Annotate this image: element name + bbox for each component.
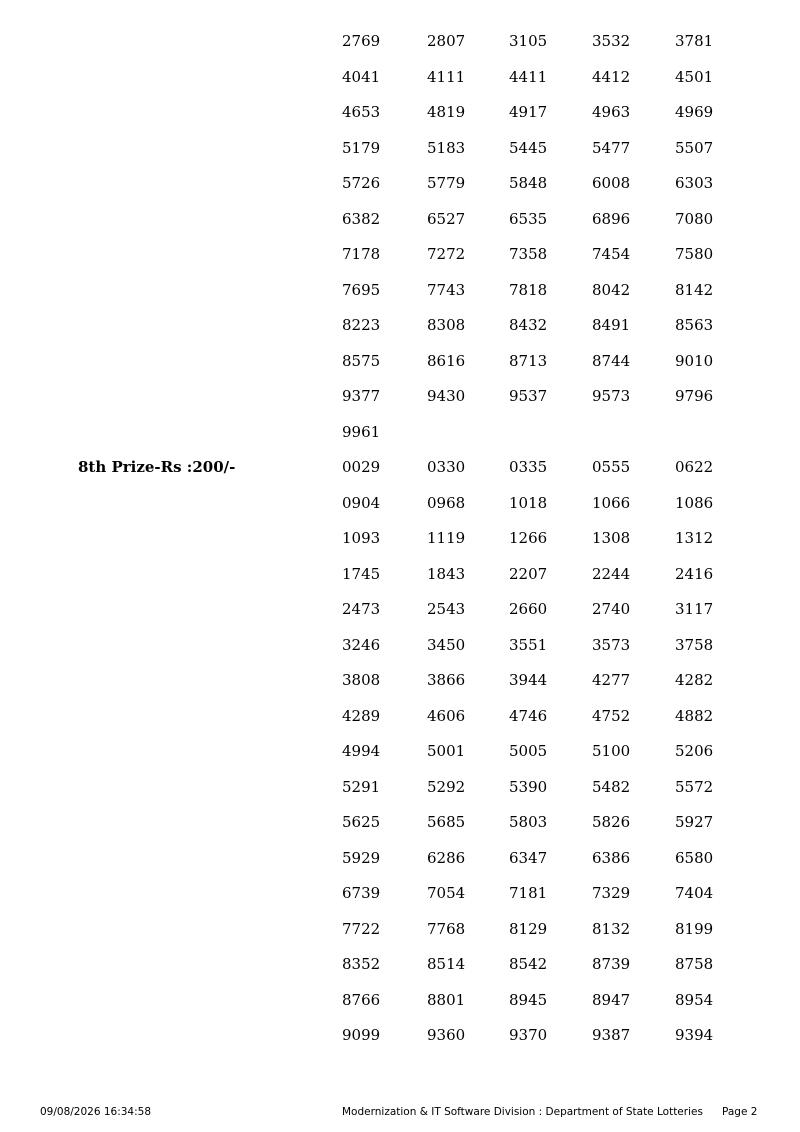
ticket-number: 6347	[509, 848, 548, 867]
ticket-number: 3117	[675, 600, 714, 618]
ticket-number: 5572	[675, 777, 714, 796]
ticket-number: 1066	[592, 493, 631, 512]
ticket-number: 7404	[675, 884, 714, 902]
result-row	[0, 875, 800, 911]
ticket-number: 9796	[675, 387, 714, 405]
result-row	[0, 840, 800, 876]
ticket-number: 5206	[675, 742, 714, 760]
ticket-number: 5625	[342, 813, 381, 831]
result-row	[0, 23, 800, 59]
ticket-number: 5445	[509, 138, 548, 157]
ticket-number: 5779	[427, 174, 466, 192]
ticket-number: 4277	[592, 671, 631, 689]
ticket-number: 3246	[342, 635, 381, 654]
footer-timestamp: 09/08/2026 16:34:58	[40, 1106, 152, 1118]
ticket-number: 6382	[342, 209, 381, 228]
ticket-number: 0968	[427, 493, 466, 512]
ticket-number: 6896	[592, 209, 631, 228]
result-row	[0, 520, 800, 556]
ticket-number: 3551	[509, 635, 548, 654]
ticket-number: 9387	[592, 1026, 631, 1044]
ticket-number: 9573	[592, 387, 631, 405]
ticket-number: 6535	[509, 209, 548, 228]
ticket-number: 2740	[592, 600, 631, 618]
ticket-number: 2244	[592, 564, 631, 583]
ticket-number: 7743	[427, 280, 466, 299]
ticket-number: 0622	[675, 458, 714, 476]
ticket-number: 2473	[342, 600, 381, 618]
ticket-number: 1119	[427, 529, 466, 547]
ticket-number: 2769	[342, 32, 381, 50]
ticket-number: 6008	[592, 174, 631, 192]
ticket-number: 4606	[427, 706, 466, 725]
result-row	[0, 59, 800, 95]
ticket-number: 3781	[675, 32, 714, 50]
result-row	[0, 556, 800, 592]
result-row	[0, 485, 800, 521]
ticket-number: 5183	[427, 138, 466, 157]
ticket-number: 8947	[592, 990, 631, 1009]
ticket-number: 4969	[675, 103, 714, 121]
ticket-number: 8042	[592, 280, 631, 299]
ticket-number: 5100	[592, 742, 631, 760]
result-row	[0, 165, 800, 201]
result-row	[0, 449, 800, 485]
result-row	[0, 982, 800, 1018]
ticket-number: 2207	[509, 564, 548, 583]
ticket-number: 9010	[675, 351, 714, 370]
ticket-number: 0029	[342, 458, 381, 476]
result-row	[0, 236, 800, 272]
result-row	[0, 307, 800, 343]
ticket-number: 4917	[509, 103, 548, 121]
prize-label: 8th Prize-Rs :200/-	[78, 458, 236, 476]
ticket-number: 6739	[342, 884, 381, 902]
ticket-number: 0904	[342, 493, 381, 512]
ticket-number: 7080	[675, 209, 714, 228]
ticket-number: 5685	[427, 813, 466, 831]
ticket-number: 0555	[592, 458, 631, 476]
ticket-number: 4963	[592, 103, 631, 121]
ticket-number: 8308	[427, 316, 466, 334]
result-row	[0, 733, 800, 769]
result-row	[0, 201, 800, 237]
result-row	[0, 662, 800, 698]
ticket-number: 7358	[509, 245, 548, 263]
ticket-number: 8491	[592, 316, 631, 334]
ticket-number: 8766	[342, 990, 381, 1009]
ticket-number: 4746	[509, 706, 548, 725]
ticket-number: 5482	[592, 777, 631, 796]
result-row	[0, 946, 800, 982]
ticket-number: 8563	[675, 316, 714, 334]
result-row	[0, 272, 800, 308]
ticket-number: 7181	[509, 884, 548, 902]
ticket-number: 7178	[342, 245, 381, 263]
ticket-number: 8616	[427, 351, 466, 370]
ticket-number: 9370	[509, 1026, 548, 1044]
ticket-number: 5929	[342, 848, 381, 867]
ticket-number: 8514	[427, 955, 466, 973]
ticket-number: 2807	[427, 32, 466, 50]
ticket-number: 3758	[675, 635, 714, 654]
ticket-number: 7454	[592, 245, 631, 263]
ticket-number: 5292	[427, 777, 466, 796]
result-row	[0, 343, 800, 379]
ticket-number: 8142	[675, 280, 714, 299]
ticket-number: 8739	[592, 955, 631, 973]
ticket-number: 4994	[342, 742, 381, 760]
ticket-number: 5005	[509, 742, 548, 760]
ticket-number: 4653	[342, 103, 381, 121]
ticket-number: 9099	[342, 1026, 381, 1044]
ticket-number: 4412	[592, 67, 631, 86]
result-row	[0, 130, 800, 166]
ticket-number: 5507	[675, 138, 714, 157]
ticket-number: 7580	[675, 245, 714, 263]
ticket-number: 6527	[427, 209, 466, 228]
ticket-number: 4289	[342, 706, 381, 725]
ticket-number: 0330	[427, 458, 466, 476]
footer-page-number: Page 2	[722, 1106, 758, 1118]
ticket-number: 3532	[592, 32, 631, 50]
ticket-number: 4819	[427, 103, 466, 121]
result-row	[0, 1017, 800, 1053]
ticket-number: 4041	[342, 67, 381, 86]
ticket-number: 8542	[509, 955, 548, 973]
ticket-number: 8352	[342, 955, 381, 973]
ticket-number: 8575	[342, 351, 381, 370]
ticket-number: 9377	[342, 387, 381, 405]
ticket-number: 5477	[592, 138, 631, 157]
ticket-number: 9961	[342, 422, 381, 441]
ticket-number: 3105	[509, 32, 548, 50]
ticket-number: 4111	[427, 67, 466, 86]
ticket-number: 1312	[675, 529, 714, 547]
footer-division: Modernization & IT Software Division : Department of State Lotteries	[342, 1106, 703, 1118]
ticket-number: 1093	[342, 529, 381, 547]
result-row	[0, 804, 800, 840]
ticket-number: 5927	[675, 813, 714, 831]
ticket-number: 8129	[509, 919, 548, 938]
ticket-number: 7722	[342, 919, 381, 938]
ticket-number: 1843	[427, 564, 466, 583]
ticket-number: 1086	[675, 493, 714, 512]
ticket-number: 8713	[509, 351, 548, 370]
ticket-number: 9537	[509, 387, 548, 405]
ticket-number: 3866	[427, 671, 466, 689]
ticket-number: 8744	[592, 351, 631, 370]
ticket-number: 3944	[509, 671, 548, 689]
ticket-number: 6386	[592, 848, 631, 867]
ticket-number: 7695	[342, 280, 381, 299]
ticket-number: 4411	[509, 67, 548, 86]
result-row	[0, 94, 800, 130]
ticket-number: 7054	[427, 884, 466, 902]
ticket-number: 1745	[342, 564, 381, 583]
ticket-number: 0335	[509, 458, 548, 476]
ticket-number: 1308	[592, 529, 631, 547]
ticket-number: 4882	[675, 706, 714, 725]
result-row	[0, 627, 800, 663]
ticket-number: 4282	[675, 671, 714, 689]
ticket-number: 5826	[592, 813, 631, 831]
result-row	[0, 698, 800, 734]
ticket-number: 5390	[509, 777, 548, 796]
ticket-number: 3573	[592, 635, 631, 654]
ticket-number: 8199	[675, 919, 714, 938]
ticket-number: 9360	[427, 1026, 466, 1044]
ticket-number: 7272	[427, 245, 466, 263]
ticket-number: 8801	[427, 990, 466, 1009]
ticket-number: 4752	[592, 706, 631, 725]
result-row	[0, 769, 800, 805]
ticket-number: 3808	[342, 671, 381, 689]
ticket-number: 4501	[675, 67, 714, 86]
ticket-number: 8432	[509, 316, 548, 334]
ticket-number: 2416	[675, 564, 714, 583]
ticket-number: 5726	[342, 174, 381, 192]
ticket-number: 8132	[592, 919, 631, 938]
ticket-number: 9394	[675, 1026, 714, 1044]
result-row	[0, 911, 800, 947]
ticket-number: 5179	[342, 138, 381, 157]
ticket-number: 8758	[675, 955, 714, 973]
ticket-number: 6286	[427, 848, 466, 867]
ticket-number: 6580	[675, 848, 714, 867]
ticket-number: 8945	[509, 990, 548, 1009]
result-row	[0, 591, 800, 627]
ticket-number: 5001	[427, 742, 466, 760]
ticket-number: 8954	[675, 990, 714, 1009]
ticket-number: 7329	[592, 884, 631, 902]
ticket-number: 5848	[509, 174, 548, 192]
ticket-number: 1266	[509, 529, 548, 547]
ticket-number: 7768	[427, 919, 466, 938]
ticket-number: 5803	[509, 813, 548, 831]
result-row	[0, 414, 800, 450]
ticket-number: 5291	[342, 777, 381, 796]
ticket-number: 1018	[509, 493, 548, 512]
ticket-number: 9430	[427, 387, 466, 405]
ticket-number: 3450	[427, 635, 466, 654]
ticket-number: 8223	[342, 316, 381, 334]
result-row	[0, 378, 800, 414]
ticket-number: 2660	[509, 600, 548, 618]
ticket-number: 7818	[509, 280, 548, 299]
ticket-number: 2543	[427, 600, 466, 618]
ticket-number: 6303	[675, 174, 714, 192]
